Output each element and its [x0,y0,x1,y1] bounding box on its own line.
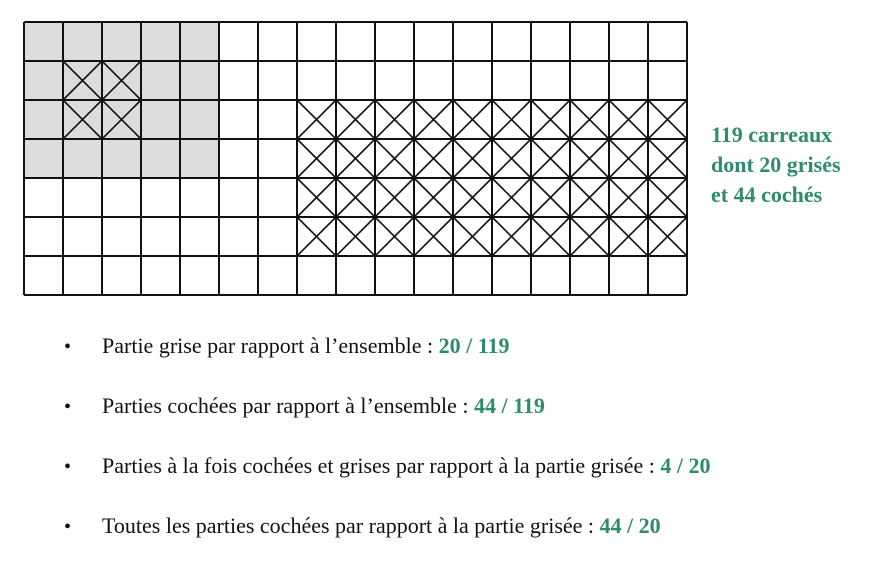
crossed-cell [336,217,375,256]
crossed-cell [492,139,531,178]
crossed-cell [453,100,492,139]
question-text: Toutes les parties cochées par rapport à la partie grisée : [102,513,600,538]
grey-cell [24,61,63,100]
answer-fraction: 20 / 119 [438,333,510,358]
crossed-cell [453,178,492,217]
crossed-cell [375,217,414,256]
grey-cell [102,139,141,178]
crossed-cell [531,178,570,217]
crossed-cell [297,139,336,178]
crossed-cell [648,100,687,139]
bullet-dot: • [64,336,72,358]
crossed-cell [414,217,453,256]
crossed-cell [570,100,609,139]
bullet-all-crossed-vs-grey [64,511,661,542]
crossed-cell [297,100,336,139]
crossed-cell [648,178,687,217]
grey-cell [180,100,219,139]
summary-grey-squares: dont 20 grisés [711,152,841,177]
crossed-cell [570,178,609,217]
bullet-dot: • [64,396,72,418]
grey-cell [63,139,102,178]
crossed-cell [336,178,375,217]
crossed-cell [648,217,687,256]
crossed-cell [453,139,492,178]
crossed-cell [297,217,336,256]
grey-cell [24,22,63,61]
crossed-cell [375,100,414,139]
crossed-cell [414,139,453,178]
grey-cell [24,139,63,178]
grey-cell [102,22,141,61]
crossed-cell [492,217,531,256]
bullet-dot: • [64,516,72,538]
bullet-dot: • [64,456,72,478]
crossed-cell [414,178,453,217]
crossed-cell [570,217,609,256]
bullet-crossed-vs-total [64,391,545,422]
crossed-cell [297,178,336,217]
crossed-cell [609,100,648,139]
grey-cell [141,100,180,139]
grey-cell [24,100,63,139]
crossed-cell [531,217,570,256]
summary-crossed-squares: et 44 cochés [711,182,823,207]
answer-fraction: 4 / 20 [660,453,711,478]
crossed-cell [492,100,531,139]
question-text: Parties cochées par rapport à l’ensemble : [102,393,475,418]
crossed-cell [414,100,453,139]
crossed-cell [336,139,375,178]
answer-fraction: 44 / 119 [474,393,545,418]
summary-total-squares: 119 carreaux [711,122,833,147]
grey-cell [180,139,219,178]
question-text: Partie grise par rapport à l’ensemble : [102,333,439,358]
grey-cell [141,139,180,178]
crossed-cell [531,139,570,178]
crossed-cell [648,139,687,178]
bullet-grey-vs-total [64,331,510,362]
crossed-cell [336,100,375,139]
question-text: Parties à la fois cochées et grises par rapport à la partie grisée : [102,453,661,478]
crossed-cell [492,178,531,217]
crossed-cell [609,139,648,178]
crossed-cell [453,217,492,256]
crossed-cell [570,139,609,178]
crossed-cell [375,178,414,217]
grey-cell [180,61,219,100]
grey-cell [180,22,219,61]
answer-fraction: 44 / 20 [599,513,661,538]
grid-summary-note [711,120,889,210]
grey-cell [141,61,180,100]
bullet-crossed-grey-vs-grey [64,451,710,482]
crossed-cell [531,100,570,139]
crossed-cell [609,178,648,217]
grey-cell [63,22,102,61]
grey-cell [141,22,180,61]
crossed-cell [375,139,414,178]
crossed-cell [609,217,648,256]
